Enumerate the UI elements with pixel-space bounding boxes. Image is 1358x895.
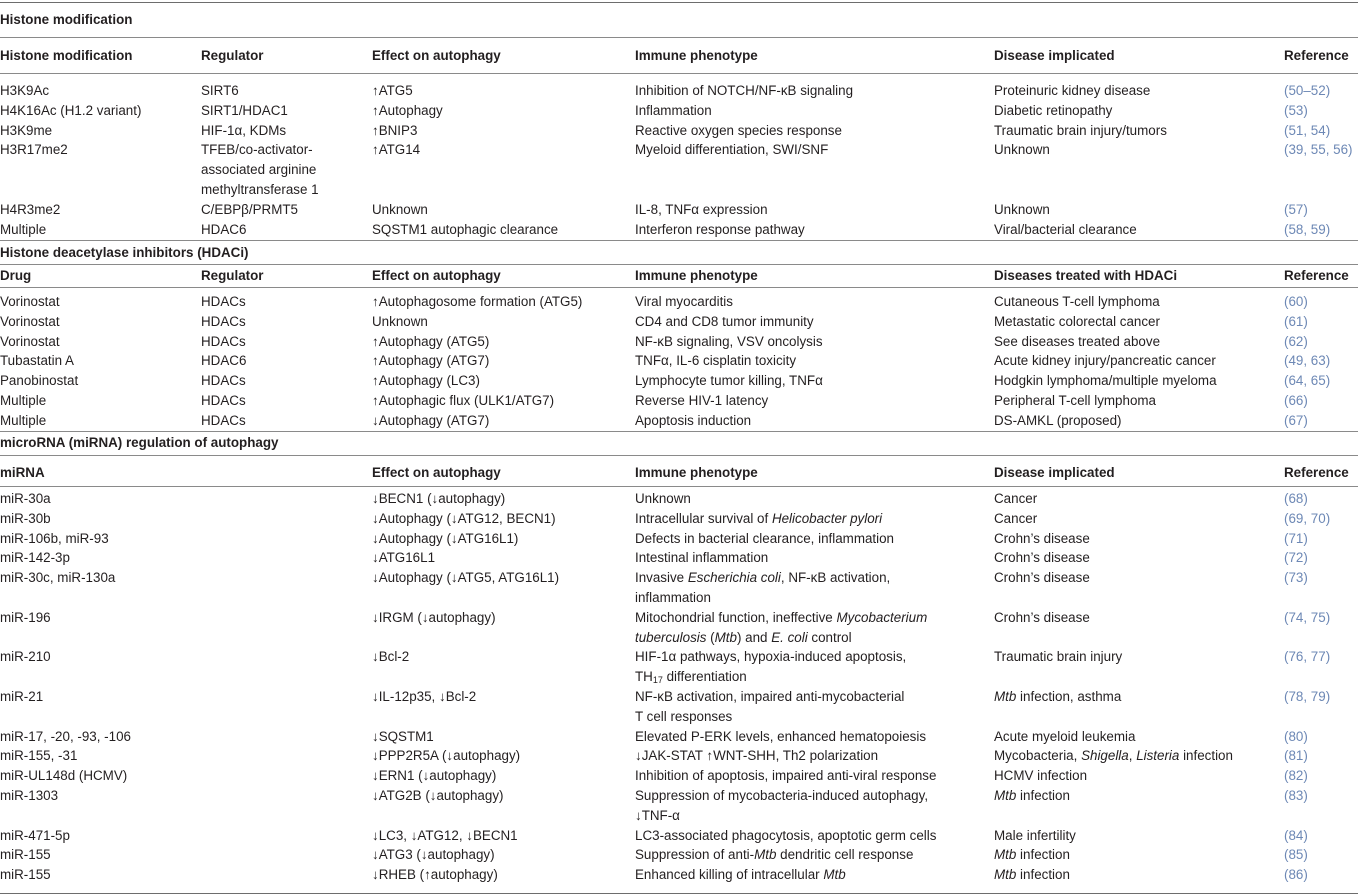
disease-cell: Traumatic brain injury bbox=[994, 649, 1123, 665]
row-label-cell: H4R3me2 bbox=[0, 201, 61, 217]
effect-cell: ↓Autophagy (↓ATG5, ATG16L1) bbox=[372, 570, 560, 586]
reference-cell: (66) bbox=[1284, 393, 1308, 408]
column-header: Effect on autophagy bbox=[372, 268, 501, 283]
reference-cell: (58, 59) bbox=[1284, 221, 1331, 237]
reference-cell: (69, 70) bbox=[1284, 510, 1331, 526]
reference-cell: (73) bbox=[1284, 570, 1308, 586]
immune-phenotype-cell: Intracellular survival of Helicobacter pylori bbox=[635, 510, 883, 526]
regulator-cell: HDACs bbox=[201, 393, 246, 408]
reference-cell: (84) bbox=[1284, 827, 1308, 843]
row-label-cell: Vorinostat bbox=[0, 294, 60, 309]
reference-cell: (49, 63) bbox=[1284, 353, 1331, 369]
column-header: Effect on autophagy bbox=[372, 48, 501, 63]
column-header: Immune phenotype bbox=[635, 48, 758, 63]
immune-phenotype-cell: Enhanced killing of intracellular Mtb bbox=[635, 867, 846, 883]
column-header: Drug bbox=[0, 268, 32, 283]
regulator-cell: HDAC6 bbox=[201, 221, 247, 237]
row-label-cell: Multiple bbox=[0, 412, 47, 428]
row-label-cell: miR-30b bbox=[0, 510, 51, 526]
column-header: Effect on autophagy bbox=[372, 465, 501, 480]
row-label-cell: miR-142-3p bbox=[0, 550, 70, 566]
column-header: Regulator bbox=[201, 268, 264, 283]
row-label-cell: miR-21 bbox=[0, 689, 44, 704]
effect-cell: ↓SQSTM1 bbox=[372, 728, 434, 744]
section-rule bbox=[0, 455, 1358, 456]
effect-cell: ↓RHEB (↑autophagy) bbox=[372, 867, 498, 883]
immune-phenotype-cell: Inhibition of apoptosis, impaired anti-viral response bbox=[635, 768, 937, 784]
effect-cell: ↓ATG2B (↓autophagy) bbox=[372, 788, 504, 803]
effect-cell: ↑Autophagosome formation (ATG5) bbox=[372, 294, 583, 309]
row-label-cell: miR-155, -31 bbox=[0, 748, 78, 764]
reference-cell: (85) bbox=[1284, 847, 1308, 863]
reference-cell: (62) bbox=[1284, 333, 1308, 349]
disease-cell: Proteinuric kidney disease bbox=[994, 83, 1151, 98]
row-label-cell: miR-471-5p bbox=[0, 827, 70, 843]
immune-phenotype-cell: Invasive Escherichia coli, NF-κB activation, inflammation bbox=[635, 570, 891, 605]
regulator-cell: HDACs bbox=[201, 294, 246, 309]
disease-cell: Male infertility bbox=[994, 827, 1076, 843]
effect-cell: ↓ERN1 (↓autophagy) bbox=[372, 768, 497, 784]
section-rule bbox=[0, 240, 1358, 241]
regulator-cell: SIRT6 bbox=[201, 83, 239, 98]
immune-phenotype-cell: Myeloid differentiation, SWI/SNF bbox=[635, 142, 829, 158]
disease-cell: Crohn’s disease bbox=[994, 609, 1090, 625]
regulator-cell: TFEB/co-activator- associated arginine methyltransferase 1 bbox=[201, 142, 319, 197]
column-header: Immune phenotype bbox=[635, 268, 758, 283]
effect-cell: ↓Autophagy (↓ATG12, BECN1) bbox=[372, 510, 556, 526]
row-label-cell: Panobinostat bbox=[0, 373, 79, 389]
table-bottom-rule bbox=[0, 893, 1358, 894]
regulator-cell: HDACs bbox=[201, 373, 246, 389]
disease-cell: Mtb infection, asthma bbox=[994, 689, 1122, 704]
effect-cell: ↓Bcl-2 bbox=[372, 649, 410, 665]
table-top-rule bbox=[0, 2, 1358, 3]
reference-cell: (86) bbox=[1284, 867, 1308, 883]
immune-phenotype-cell: HIF-1α pathways, hypoxia-induced apoptosis, $TH_{17}$ differentiation bbox=[635, 649, 907, 686]
row-label-cell: miR-106b, miR-93 bbox=[0, 530, 109, 546]
disease-cell: Mtb infection bbox=[994, 867, 1070, 883]
reference-cell: (81) bbox=[1284, 748, 1308, 764]
row-label-cell: miR-UL148d (HCMV) bbox=[0, 768, 128, 784]
header-rule bbox=[0, 486, 1358, 487]
row-label-cell: miR-210 bbox=[0, 649, 51, 665]
section-rule bbox=[0, 37, 1358, 38]
row-label-cell: miR-155 bbox=[0, 847, 51, 863]
column-header: Disease implicated bbox=[994, 48, 1115, 63]
reference-cell: (76, 77) bbox=[1284, 649, 1331, 665]
regulator-cell: HIF-1α, KDMs bbox=[201, 122, 287, 138]
reference-cell: (64, 65) bbox=[1284, 373, 1331, 389]
disease-cell: See diseases treated above bbox=[994, 333, 1161, 349]
header-rule bbox=[0, 287, 1358, 288]
effect-cell: ↑ATG14 bbox=[372, 142, 421, 158]
header-rule bbox=[0, 73, 1358, 74]
regulator-cell: HDAC6 bbox=[201, 353, 247, 369]
section-title: Histone modification bbox=[0, 12, 133, 27]
disease-cell: DS-AMKL (proposed) bbox=[994, 412, 1122, 428]
effect-cell: ↓PPP2R5A (↓autophagy) bbox=[372, 748, 521, 764]
column-header: Reference bbox=[1284, 268, 1349, 283]
immune-phenotype-cell: Lymphocyte tumor killing, TNFα bbox=[635, 373, 823, 389]
effect-cell: ↓BECN1 (↓autophagy) bbox=[372, 491, 506, 506]
row-label-cell: H3R17me2 bbox=[0, 142, 68, 158]
reference-cell: (74, 75) bbox=[1284, 609, 1331, 625]
reference-cell: (80) bbox=[1284, 728, 1308, 744]
row-label-cell: Multiple bbox=[0, 393, 47, 408]
row-label-cell: Vorinostat bbox=[0, 313, 60, 329]
reference-cell: (72) bbox=[1284, 550, 1308, 566]
immune-phenotype-cell: Inhibition of NOTCH/NF-κB signaling bbox=[635, 83, 854, 98]
immune-phenotype-cell: CD4 and CD8 tumor immunity bbox=[635, 313, 814, 329]
disease-cell: Crohn’s disease bbox=[994, 550, 1090, 566]
disease-cell: Metastatic colorectal cancer bbox=[994, 313, 1160, 329]
row-label-cell: Tubastatin A bbox=[0, 353, 74, 369]
immune-phenotype-cell: Apoptosis induction bbox=[635, 412, 752, 428]
reference-cell: (71) bbox=[1284, 530, 1308, 546]
row-label-cell: H3K9Ac bbox=[0, 83, 50, 98]
reference-cell: (67) bbox=[1284, 412, 1308, 428]
regulator-cell: HDACs bbox=[201, 333, 246, 349]
reference-cell: (50–52) bbox=[1284, 83, 1331, 98]
disease-cell: Acute myeloid leukemia bbox=[994, 728, 1136, 744]
row-label-cell: miR-17, -20, -93, -106 bbox=[0, 728, 131, 744]
column-header: Reference bbox=[1284, 465, 1349, 480]
disease-cell: Crohn’s disease bbox=[994, 570, 1090, 586]
row-label-cell: miR-30c, miR-130a bbox=[0, 570, 116, 586]
immune-phenotype-cell: NF-κB signaling, VSV oncolysis bbox=[635, 333, 823, 349]
disease-cell: Diabetic retinopathy bbox=[994, 102, 1113, 118]
immune-phenotype-cell: Viral myocarditis bbox=[635, 294, 733, 309]
immune-phenotype-cell: IL-8, TNFα expression bbox=[635, 201, 768, 217]
effect-cell: ↓Autophagy (ATG7) bbox=[372, 412, 490, 428]
regulator-cell: C/EBPβ/PRMT5 bbox=[201, 201, 298, 217]
effect-cell: ↑Autophagy (ATG5) bbox=[372, 333, 490, 349]
row-label-cell: H4K16Ac (H1.2 variant) bbox=[0, 102, 142, 118]
immune-phenotype-cell: Intestinal inflammation bbox=[635, 550, 769, 566]
effect-cell: ↓Autophagy (↓ATG16L1) bbox=[372, 530, 519, 546]
reference-cell: (53) bbox=[1284, 102, 1308, 118]
effect-cell: ↓IRGM (↓autophagy) bbox=[372, 609, 496, 625]
effect-cell: ↑Autophagy (LC3) bbox=[372, 373, 480, 389]
effect-cell: ↓LC3, ↓ATG12, ↓BECN1 bbox=[372, 827, 518, 843]
reference-cell: (57) bbox=[1284, 201, 1308, 217]
section-title: microRNA (miRNA) regulation of autophagy bbox=[0, 435, 279, 450]
immune-phenotype-cell: Defects in bacterial clearance, inflammation bbox=[635, 530, 895, 546]
reference-cell: (61) bbox=[1284, 313, 1308, 329]
column-header: Reference bbox=[1284, 48, 1349, 63]
row-label-cell: Vorinostat bbox=[0, 333, 60, 349]
regulator-cell: HDACs bbox=[201, 313, 246, 329]
immune-phenotype-cell: Reactive oxygen species response bbox=[635, 122, 842, 138]
reference-cell: (83) bbox=[1284, 788, 1308, 803]
immune-phenotype-cell: Interferon response pathway bbox=[635, 221, 805, 237]
disease-cell: Mtb infection bbox=[994, 847, 1070, 863]
disease-cell: Acute kidney injury/pancreatic cancer bbox=[994, 353, 1216, 369]
row-label-cell: miR-196 bbox=[0, 609, 51, 625]
effect-cell: ↑Autophagy (ATG7) bbox=[372, 353, 490, 369]
disease-cell: Unknown bbox=[994, 142, 1050, 158]
effect-cell: SQSTM1 autophagic clearance bbox=[372, 221, 559, 237]
row-label-cell: miR-155 bbox=[0, 867, 51, 883]
disease-cell: Cutaneous T-cell lymphoma bbox=[994, 294, 1160, 309]
column-header: Histone modification bbox=[0, 48, 133, 63]
effect-cell: ↓ATG3 (↓autophagy) bbox=[372, 847, 495, 863]
immune-phenotype-cell: Inflammation bbox=[635, 102, 712, 118]
column-header: miRNA bbox=[0, 465, 45, 480]
disease-cell: HCMV infection bbox=[994, 768, 1088, 784]
reference-cell: (51, 54) bbox=[1284, 122, 1331, 138]
column-header: Diseases treated with HDACi bbox=[994, 268, 1178, 283]
column-header: Regulator bbox=[201, 48, 264, 63]
immune-phenotype-cell: TNFα, IL-6 cisplatin toxicity bbox=[635, 353, 797, 369]
disease-cell: Viral/bacterial clearance bbox=[994, 221, 1137, 237]
immune-phenotype-cell: Elevated P-ERK levels, enhanced hematopoiesis bbox=[635, 728, 927, 744]
immune-phenotype-cell: Mitochondrial function, ineffective Mycobacterium tuberculosis (Mtb) and E. coli control bbox=[635, 609, 928, 645]
column-header: Immune phenotype bbox=[635, 465, 758, 480]
immune-phenotype-cell: Suppression of mycobacteria-induced autophagy, ↓TNF-α bbox=[635, 788, 929, 823]
disease-cell: Traumatic brain injury/tumors bbox=[994, 122, 1167, 138]
row-label-cell: miR-1303 bbox=[0, 788, 59, 803]
reference-cell: (68) bbox=[1284, 491, 1308, 506]
immune-phenotype-cell: Reverse HIV-1 latency bbox=[635, 393, 769, 408]
effect-cell: ↑Autophagy bbox=[372, 102, 443, 118]
immune-phenotype-cell: ↓JAK-STAT ↑WNT-SHH, Th2 polarization bbox=[635, 748, 879, 764]
disease-cell: Peripheral T-cell lymphoma bbox=[994, 393, 1156, 408]
regulator-cell: SIRT1/HDAC1 bbox=[201, 102, 288, 118]
effect-cell: ↑ATG5 bbox=[372, 83, 413, 98]
disease-cell: Cancer bbox=[994, 510, 1038, 526]
immune-phenotype-cell: NF-κB activation, impaired anti-mycobacterial T cell responses bbox=[635, 689, 905, 724]
disease-cell: Mtb infection bbox=[994, 788, 1070, 803]
immune-phenotype-cell: LC3-associated phagocytosis, apoptotic germ cells bbox=[635, 827, 937, 843]
row-label-cell: H3K9me bbox=[0, 122, 53, 138]
column-header: Disease implicated bbox=[994, 465, 1115, 480]
reference-cell: (78, 79) bbox=[1284, 689, 1331, 704]
row-label-cell: miR-30a bbox=[0, 491, 51, 506]
effect-cell: ↓IL-12p35, ↓Bcl-2 bbox=[372, 689, 477, 704]
effect-cell: ↓ATG16L1 bbox=[372, 550, 436, 566]
section-rule bbox=[0, 431, 1358, 432]
section-rule bbox=[0, 264, 1358, 265]
effect-cell: ↑Autophagic flux (ULK1/ATG7) bbox=[372, 393, 555, 408]
immune-phenotype-cell: Unknown bbox=[635, 491, 691, 506]
disease-cell: Unknown bbox=[994, 201, 1050, 217]
row-label-cell: Multiple bbox=[0, 221, 47, 237]
disease-cell: Hodgkin lymphoma/multiple myeloma bbox=[994, 373, 1217, 389]
section-title: Histone deacetylase inhibitors (HDACi) bbox=[0, 245, 249, 260]
effect-cell: Unknown bbox=[372, 313, 428, 329]
regulator-cell: HDACs bbox=[201, 412, 246, 428]
reference-cell: (39, 55, 56) bbox=[1284, 142, 1353, 158]
disease-cell: Mycobacteria, Shigella, Listeria infection bbox=[994, 748, 1233, 764]
disease-cell: Cancer bbox=[994, 491, 1038, 506]
reference-cell: (60) bbox=[1284, 294, 1308, 309]
effect-cell: ↑BNIP3 bbox=[372, 122, 418, 138]
reference-cell: (82) bbox=[1284, 768, 1308, 784]
immune-phenotype-cell: Suppression of anti-Mtb dendritic cell response bbox=[635, 847, 914, 863]
disease-cell: Crohn’s disease bbox=[994, 530, 1090, 546]
effect-cell: Unknown bbox=[372, 201, 428, 217]
